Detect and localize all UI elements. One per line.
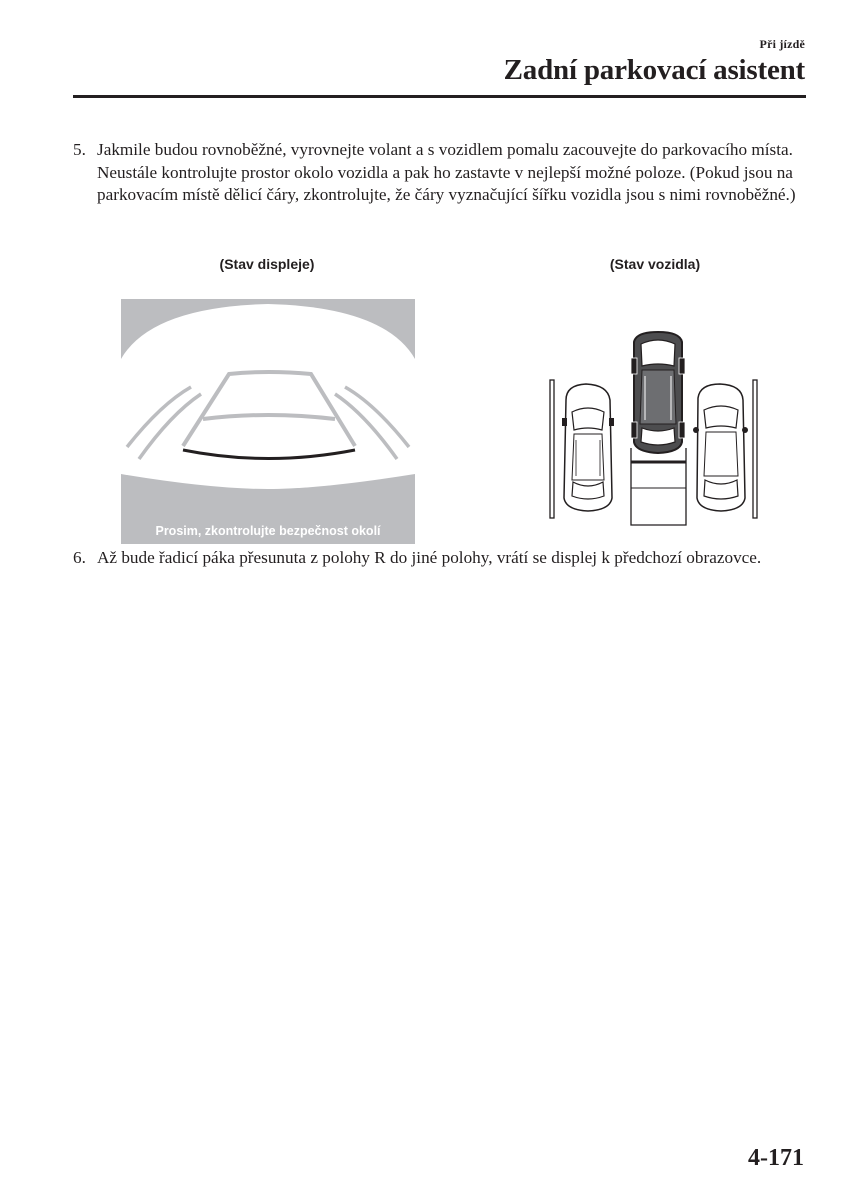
page-number: 4-171 xyxy=(748,1145,804,1171)
camera-view-area xyxy=(121,304,415,489)
vehicle-position-illustration xyxy=(546,330,761,530)
parking-bay xyxy=(631,448,686,525)
rear-camera-display-illustration xyxy=(121,299,415,544)
step-number: 6. xyxy=(73,548,86,567)
step-text: Až bude řadicí páka přesunuta z polohy R do jiné polohy, vrátí se displej k předchozí obrazovce. xyxy=(97,548,762,567)
step-6 xyxy=(73,547,813,570)
right-parked-car xyxy=(693,384,748,511)
reversing-car xyxy=(631,332,685,453)
step-text: Jakmile budou rovnoběžné, vyrovnejte volant a s vozidlem pomalu zacouvejte do parkovacího místa. Neustále kontrolujte prostor okolo vozidla a pak ho zastavte v nejlepší možné poloze. (Pokud jsou na parkovacím místě dělicí čáry, zkontrolujte, že čáry vyznačující šířku vozidla jsou s nimi rovnoběžné.) xyxy=(97,140,796,204)
parking-divider-right xyxy=(753,380,757,518)
title-rule xyxy=(73,95,806,98)
parking-divider-left xyxy=(550,380,554,518)
page-title: Zadní parkovací asistent xyxy=(503,54,805,86)
display-warning-text: Prosim, zkontrolujte bezpečnost okolí xyxy=(155,524,381,538)
display-caption: (Stav displeje) xyxy=(219,256,315,272)
left-parked-car xyxy=(562,384,614,511)
step-number: 5. xyxy=(73,140,86,159)
vehicle-caption: (Stav vozidla) xyxy=(609,256,701,272)
step-5 xyxy=(73,139,813,207)
section-label: Při jízdě xyxy=(759,37,805,51)
